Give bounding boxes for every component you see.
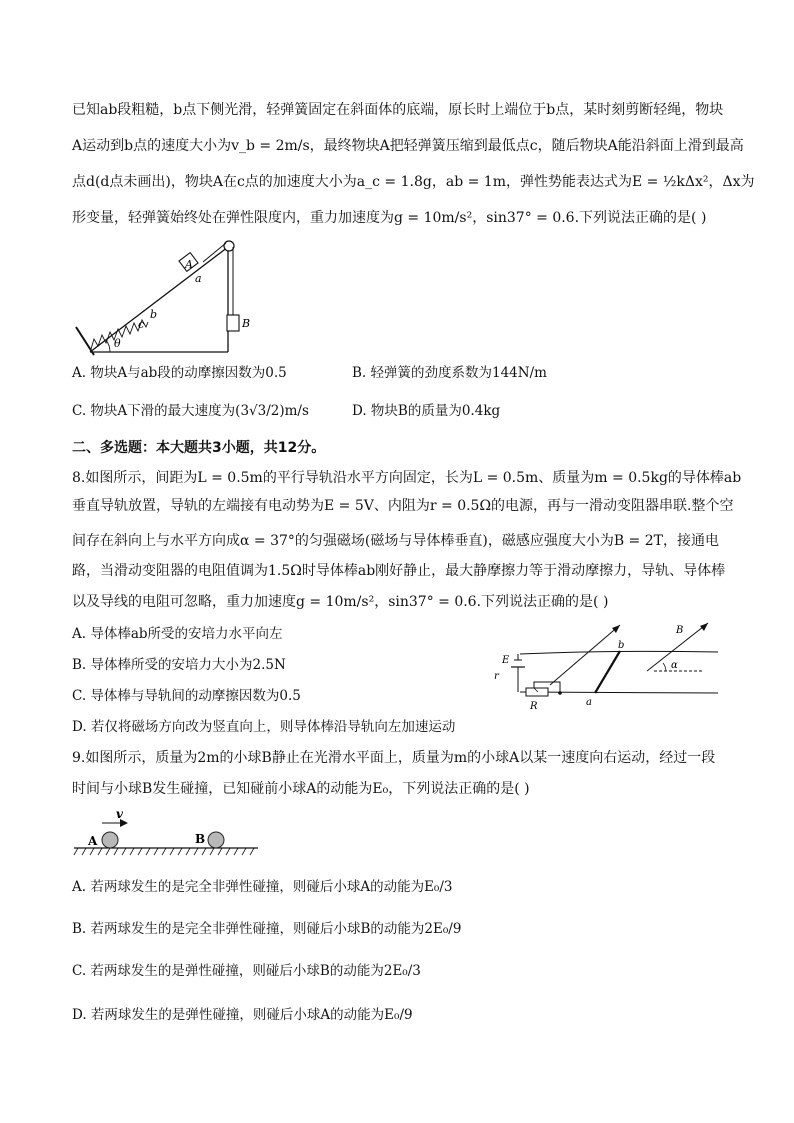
label-v: v xyxy=(116,807,123,821)
label-point-b: b xyxy=(150,308,158,321)
p9-line-2: 时间与小球B发生碰撞，已知碰前小球A的动能为E₀，下列说法正确的是( ) xyxy=(72,781,530,797)
p7-option-a: A. 物块A与ab段的动摩擦因数为0.5 xyxy=(72,365,287,381)
rail-circuit-figure xyxy=(490,617,722,715)
label-angle: θ xyxy=(114,337,121,350)
label-e: E xyxy=(502,655,510,666)
p8-option-a: A. 导体棒ab所受的安培力水平向左 xyxy=(72,626,283,642)
p9-option-b: B. 若两球发生的是完全非弹性碰撞，则碰后小球B的动能为2E₀/9 xyxy=(72,921,462,937)
p8-option-d: D. 若仅将磁场方向改为竖直向上，则导体棒沿导轨向左加速运动 xyxy=(72,719,456,735)
p8-line-4: 路，当滑动变阻器的电阻值调为1.5Ω时导体棒ab刚好静止，最大静摩擦力等于滑动摩擦力，导轨、导体棒 xyxy=(72,563,726,579)
ball-b xyxy=(208,832,224,848)
label-b: b xyxy=(618,640,625,651)
label-field-b: B xyxy=(676,625,684,636)
label-point-c: c xyxy=(138,318,145,331)
p9-option-a: A. 若两球发生的是完全非弹性碰撞，则碰后小球A的动能为E₀/3 xyxy=(72,879,453,895)
section-title: 二、多选题：本大题共3小题，共12分。 xyxy=(72,440,326,456)
p8-line-2: 垂直导轨放置，导轨的左端接有电动势为E = 5V、内阻为r = 0.5Ω的电源，再与一滑动变阻器串联.整个空 xyxy=(72,498,734,514)
label-ball-b: B xyxy=(195,832,206,846)
p8-option-c: C. 导体棒与导轨间的动摩擦因数为0.5 xyxy=(72,688,301,704)
label-point-a: a xyxy=(195,272,202,285)
p7-line-3: 点d(d点未画出)，物块A在c点的加速度大小为a_c = 1.8g，ab = 1m，弹性势能表达式为E = ½kΔx²，Δx为 xyxy=(72,174,755,190)
ball-a xyxy=(102,832,118,848)
label-ball-a: A xyxy=(88,834,98,848)
p9-option-d: D. 若两球发生的是弹性碰撞，则碰后小球A的动能为E₀/9 xyxy=(72,1007,413,1023)
p8-option-b: B. 导体棒所受的安培力大小为2.5N xyxy=(72,657,286,673)
p7-option-b: B. 轻弹簧的劲度系数为144N/m xyxy=(352,365,547,381)
p8-line-1: 8.如图所示，间距为L = 0.5m的平行导轨沿水平方向固定，长为L = 0.5m、质量为m = 0.5kg的导体棒ab xyxy=(72,470,742,486)
p8-line-5: 以及导线的电阻可忽略，重力加速度g = 10m/s²，sin37° = 0.6.下列说法正确的是( ) xyxy=(72,594,609,610)
label-r: r xyxy=(494,671,499,682)
p9-option-c: C. 若两球发生的是弹性碰撞，则碰后小球B的动能为2E₀/3 xyxy=(72,963,421,979)
p7-line-2: A运动到b点的速度大小为v_b = 2m/s，最终物块A把轻弹簧压缩到最低点c，随后物块A能沿斜面上滑到最高 xyxy=(72,138,744,154)
label-r-big: R xyxy=(530,701,538,712)
p7-line-1: 已知ab段粗糙，b点下侧光滑，轻弹簧固定在斜面体的底端，原长时上端位于b点，某时刻剪断轻绳，物块 xyxy=(72,102,724,118)
p9-line-1: 9.如图所示，质量为2m的小球B静止在光滑水平面上，质量为m的小球A以某一速度向右运动，经过一段 xyxy=(72,750,716,766)
label-a: a xyxy=(586,697,592,708)
incline-figure xyxy=(72,235,272,360)
label-alpha: α xyxy=(671,660,678,671)
p7-option-c: C. 物块A下滑的最大速度为(3√3/2)m/s xyxy=(72,403,309,419)
p7-option-d: D. 物块B的质量为0.4kg xyxy=(352,403,501,419)
collision-figure xyxy=(72,806,262,862)
p8-line-3: 间存在斜向上与水平方向成α = 37°的匀强磁场(磁场与导体棒垂直)，磁感应强度大小为B = 2T，接通电 xyxy=(72,533,719,549)
label-block-b: B xyxy=(242,317,251,330)
label-block-a: A xyxy=(185,258,193,271)
p7-line-4: 形变量，轻弹簧始终处在弹性限度内，重力加速度为g = 10m/s²，sin37° = 0.6.下列说法正确的是( ) xyxy=(72,210,707,226)
